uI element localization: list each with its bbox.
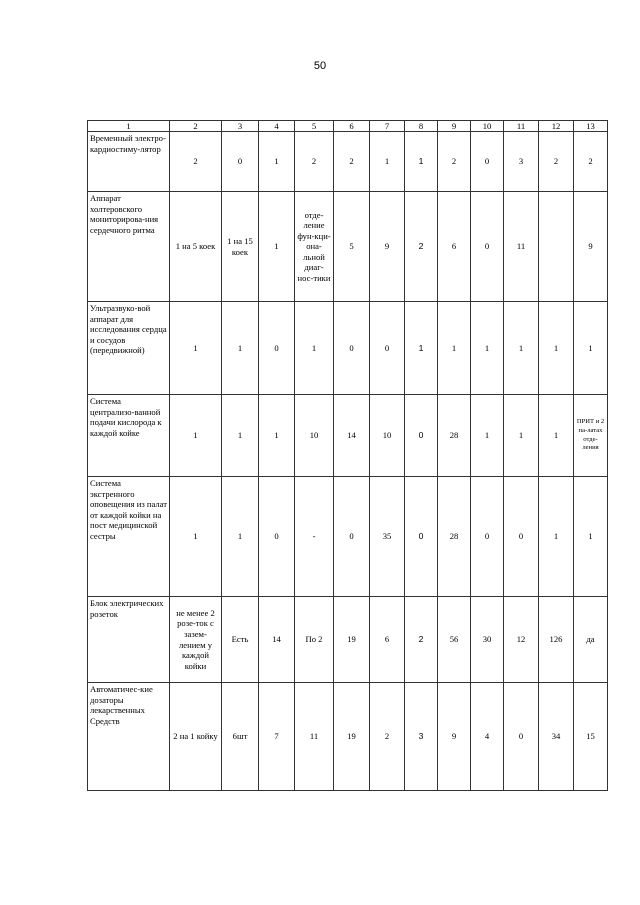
table-cell: 1 <box>504 395 539 477</box>
table-cell: 12 <box>504 597 539 683</box>
table-cell: 1 <box>295 302 334 395</box>
table-cell: 2 <box>170 132 222 192</box>
table-cell: 30 <box>471 597 504 683</box>
table-cell: 14 <box>259 597 295 683</box>
table-cell: - <box>295 477 334 597</box>
table-cell: По 2 <box>295 597 334 683</box>
table-cell: отде-ление фун-кци-она-льной диаг-нос-тики <box>295 192 334 302</box>
table-cell: 1 на 5 коек <box>170 192 222 302</box>
equipment-name: Ультразвуко-вой аппарат для исследования сердца и сосудов (передвижной) <box>88 302 170 395</box>
table-cell: 2 <box>405 597 438 683</box>
equipment-name: Система централизо-ванной подачи кислорода к каждой койке <box>88 395 170 477</box>
table-row <box>88 597 608 683</box>
table-cell: 0 <box>222 132 259 192</box>
table-row <box>88 395 608 477</box>
table-cell: 34 <box>539 683 574 791</box>
table-cell: 2 <box>405 192 438 302</box>
table-cell: 1 <box>370 132 405 192</box>
table-cell: 4 <box>471 683 504 791</box>
table-cell: 3 <box>504 132 539 192</box>
table-cell: 6 <box>438 192 471 302</box>
equipment-name: Автоматичес-кие дозаторы лекарственных Средств <box>88 683 170 791</box>
table-cell: 10 <box>295 395 334 477</box>
table-cell: ПРИТ и 2 па-латах отде-ления <box>574 395 608 477</box>
table-cell: 5 <box>334 192 370 302</box>
table-cell: 126 <box>539 597 574 683</box>
table-cell: 1 <box>259 395 295 477</box>
table-cell: 0 <box>334 477 370 597</box>
table-cell: 11 <box>295 683 334 791</box>
table-cell: 1 <box>539 302 574 395</box>
table-row <box>88 683 608 791</box>
table-cell: 0 <box>334 302 370 395</box>
table-cell: 3 <box>405 683 438 791</box>
table-cell: 0 <box>370 302 405 395</box>
table-row <box>88 192 608 302</box>
table-cell: 1 <box>539 477 574 597</box>
table-cell: 0 <box>504 477 539 597</box>
table-cell: Есть <box>222 597 259 683</box>
table-cell: 11 <box>504 192 539 302</box>
header-cell: 10 <box>471 121 504 132</box>
header-cell: 8 <box>405 121 438 132</box>
equipment-table <box>87 120 608 791</box>
table-cell <box>539 192 574 302</box>
header-cell: 3 <box>222 121 259 132</box>
header-cell: 6 <box>334 121 370 132</box>
table-cell: 2 <box>438 132 471 192</box>
header-cell: 13 <box>574 121 608 132</box>
header-cell: 4 <box>259 121 295 132</box>
header-cell: 7 <box>370 121 405 132</box>
table-cell: 1 <box>539 395 574 477</box>
table-cell: 6шт <box>222 683 259 791</box>
table-cell: 2 <box>334 132 370 192</box>
equipment-name: Временный электро-кардиостиму-лятор <box>88 132 170 192</box>
table-cell: да <box>574 597 608 683</box>
equipment-name: Блок электрических розеток <box>88 597 170 683</box>
header-cell: 9 <box>438 121 471 132</box>
header-cell: 2 <box>170 121 222 132</box>
page-number: 50 <box>313 60 327 72</box>
equipment-name: Аппарат холтеровского мониторирова-ния сердечного ритма <box>88 192 170 302</box>
table-cell: 2 <box>574 132 608 192</box>
table-cell: 1 <box>170 302 222 395</box>
table-cell: 14 <box>334 395 370 477</box>
table-cell: 9 <box>438 683 471 791</box>
table-cell: 28 <box>438 477 471 597</box>
table-cell: 0 <box>504 683 539 791</box>
header-cell: 11 <box>504 121 539 132</box>
table-cell: 7 <box>259 683 295 791</box>
table-cell: 10 <box>370 395 405 477</box>
table-cell: 19 <box>334 683 370 791</box>
table-cell: 1 <box>259 132 295 192</box>
table-cell: 1 <box>471 395 504 477</box>
table-cell: 0 <box>471 132 504 192</box>
table-row <box>88 132 608 192</box>
header-cell: 12 <box>539 121 574 132</box>
table-cell: 15 <box>574 683 608 791</box>
table-cell: 9 <box>574 192 608 302</box>
table-cell: 1 <box>170 395 222 477</box>
table-row <box>88 477 608 597</box>
table-cell: 0 <box>471 192 504 302</box>
table-cell: 1 <box>504 302 539 395</box>
header-row <box>88 121 608 132</box>
table-cell: 2 <box>295 132 334 192</box>
table-cell: не менее 2 розе-ток с зазем-лением у каждой койки <box>170 597 222 683</box>
table-cell: 1 <box>405 132 438 192</box>
table-cell: 1 <box>574 302 608 395</box>
table-cell: 0 <box>405 395 438 477</box>
table-cell: 2 на 1 койку <box>170 683 222 791</box>
table-cell: 0 <box>259 477 295 597</box>
table-cell: 2 <box>370 683 405 791</box>
header-cell: 1 <box>88 121 170 132</box>
table-cell: 1 <box>222 302 259 395</box>
table-cell: 1 <box>574 477 608 597</box>
table-cell: 6 <box>370 597 405 683</box>
table-cell: 1 <box>222 395 259 477</box>
table-cell: 35 <box>370 477 405 597</box>
table-cell: 1 <box>405 302 438 395</box>
table-cell: 1 <box>471 302 504 395</box>
table-cell: 1 на 15 коек <box>222 192 259 302</box>
table-cell: 1 <box>438 302 471 395</box>
table-cell: 1 <box>170 477 222 597</box>
table-cell: 0 <box>259 302 295 395</box>
table-cell: 19 <box>334 597 370 683</box>
header-cell: 5 <box>295 121 334 132</box>
equipment-name: Система экстренного оповещения из палат от каждой койки на пост медицинской сестры <box>88 477 170 597</box>
table-cell: 9 <box>370 192 405 302</box>
table-cell: 28 <box>438 395 471 477</box>
table-cell: 0 <box>405 477 438 597</box>
table-cell: 56 <box>438 597 471 683</box>
table-row <box>88 302 608 395</box>
table-cell: 0 <box>471 477 504 597</box>
table-cell: 1 <box>259 192 295 302</box>
table-cell: 1 <box>222 477 259 597</box>
table-cell: 2 <box>539 132 574 192</box>
